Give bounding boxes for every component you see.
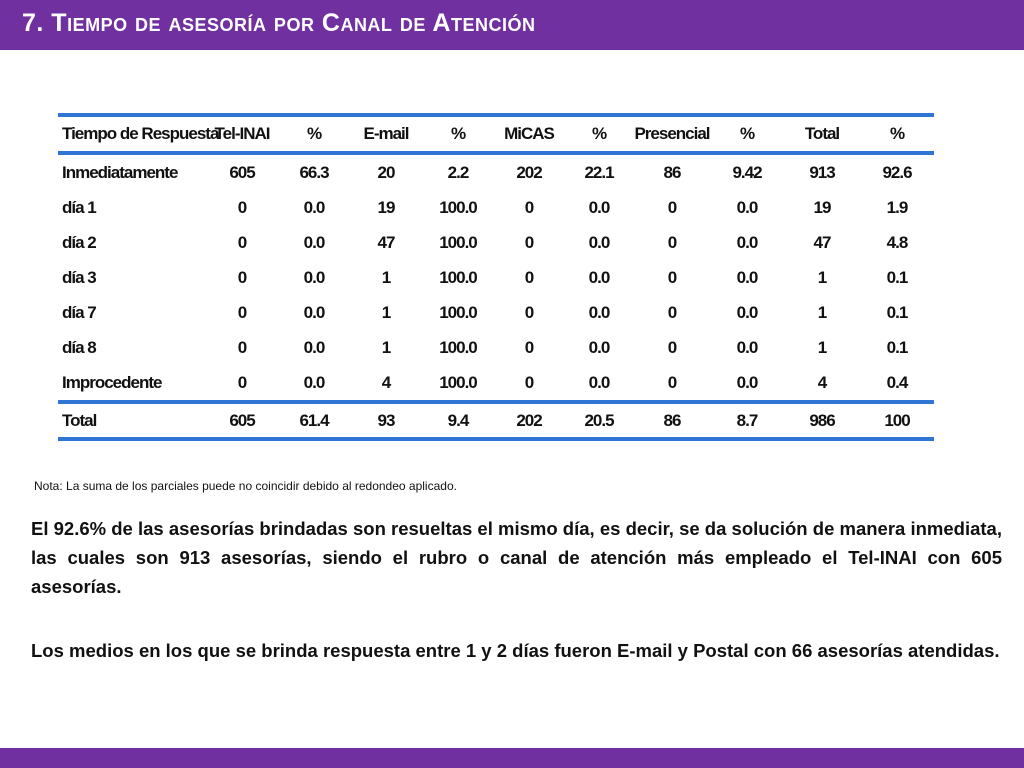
table-cell: 0 <box>524 372 534 392</box>
table-cell: 19 <box>377 197 395 217</box>
row-label-cell: día 7 <box>62 302 96 322</box>
table-cell: 0.0 <box>736 197 758 217</box>
table-cell: 0.4 <box>886 372 908 392</box>
header-cell: E-mail <box>350 115 422 153</box>
table-cell: 0.0 <box>303 302 325 322</box>
table-cell: 1 <box>817 267 827 287</box>
table-cell: 0.0 <box>303 372 325 392</box>
table-cell: 1 <box>817 302 827 322</box>
table-row <box>58 260 934 295</box>
slide-title: 7. Tiempo de asesoría por Canal de Atención <box>22 9 536 37</box>
table-cell: 0.0 <box>303 197 325 217</box>
table-cell: 0.0 <box>588 197 610 217</box>
table-cell: 0.0 <box>736 232 758 252</box>
table-cell: 0.0 <box>736 337 758 357</box>
table-cell: 0 <box>524 302 534 322</box>
table-cell: 0.0 <box>588 337 610 357</box>
header-cell: % <box>860 115 934 153</box>
table-cell: 66.3 <box>299 162 329 182</box>
table-cell: 1 <box>817 337 827 357</box>
row-label-cell: Inmediatamente <box>62 162 178 182</box>
table-cell: 100.0 <box>439 302 477 322</box>
table-cell: 0.0 <box>303 232 325 252</box>
table-cell: 0.0 <box>736 267 758 287</box>
table-row <box>58 190 934 225</box>
table-cell: 0.1 <box>886 337 908 357</box>
table-cell: 4.8 <box>886 232 908 252</box>
table-cell: 22.1 <box>584 162 614 182</box>
summary-paragraph-1: El 92.6% de las asesorías brindadas son resueltas el mismo día, es decir, se da solución de manera inmediata, las cuales son 913 asesorías, siendo el rubro o canal de atención más empleado el Tel-INAI con 605 asesorías. <box>31 518 1002 597</box>
table-cell: 100.0 <box>439 372 477 392</box>
total-cell: 202 <box>494 402 564 439</box>
table-cell: 1 <box>381 267 391 287</box>
table-cell: 86 <box>663 162 681 182</box>
table-cell: 47 <box>813 232 831 252</box>
table-cell: 0.0 <box>588 302 610 322</box>
table-cell: 0.1 <box>886 302 908 322</box>
header-cell: Tiempo de Respuesta <box>58 115 206 153</box>
total-cell: 61.4 <box>278 402 350 439</box>
header-cell: Presencial <box>634 115 710 153</box>
row-label-cell: día 1 <box>62 197 96 217</box>
table-cell: 0.0 <box>303 267 325 287</box>
table-cell: 0 <box>667 372 677 392</box>
table-row <box>58 153 934 190</box>
row-label-cell: día 8 <box>62 337 96 357</box>
table-total-row <box>58 402 934 439</box>
table-cell: 0 <box>237 302 247 322</box>
table-cell: 0 <box>667 232 677 252</box>
table-cell: 0.0 <box>588 372 610 392</box>
table-cell: 0.0 <box>736 302 758 322</box>
table-cell: 0 <box>237 197 247 217</box>
table-cell: 1 <box>381 302 391 322</box>
header-cell: % <box>278 115 350 153</box>
table-cell: 0 <box>667 197 677 217</box>
total-cell: 8.7 <box>710 402 784 439</box>
title-bar <box>0 0 1024 50</box>
table-cell: 0.0 <box>588 232 610 252</box>
footnote: Nota: La suma de los parciales puede no coincidir debido al redondeo aplicado. <box>34 479 457 493</box>
header-cell: MiCAS <box>494 115 564 153</box>
table-cell: 19 <box>813 197 831 217</box>
row-label-cell: día 3 <box>62 267 96 287</box>
header-cell: Total <box>784 115 860 153</box>
table-cell: 100.0 <box>439 337 477 357</box>
total-cell: 986 <box>784 402 860 439</box>
summary-paragraph-2: Los medios en los que se brinda respuesta entre 1 y 2 días fueron E-mail y Postal con 66 asesorías atendidas. <box>31 640 1000 661</box>
table-cell: 0 <box>667 337 677 357</box>
table-cell: 20 <box>377 162 395 182</box>
table-cell: 0 <box>237 372 247 392</box>
table-cell: 0.0 <box>588 267 610 287</box>
table-cell: 0 <box>237 232 247 252</box>
total-cell: 100 <box>860 402 934 439</box>
table-row <box>58 295 934 330</box>
table-cell: 913 <box>809 162 835 182</box>
table-cell: 100.0 <box>439 267 477 287</box>
total-cell: Total <box>58 402 206 439</box>
total-cell: 605 <box>206 402 278 439</box>
table-cell: 47 <box>377 232 395 252</box>
table-row <box>58 225 934 260</box>
total-cell: 93 <box>350 402 422 439</box>
table-cell: 0 <box>667 302 677 322</box>
header-cell: % <box>422 115 494 153</box>
table-cell: 1 <box>381 337 391 357</box>
table-cell: 1.9 <box>886 197 908 217</box>
table-cell: 9.42 <box>732 162 762 182</box>
total-cell: 9.4 <box>422 402 494 439</box>
table-cell: 2.2 <box>447 162 469 182</box>
table-cell: 92.6 <box>882 162 912 182</box>
table-cell: 100.0 <box>439 197 477 217</box>
table-cell: 0 <box>237 267 247 287</box>
table-cell: 4 <box>381 372 391 392</box>
table-row <box>58 330 934 365</box>
response-time-table-container <box>58 113 934 441</box>
table-cell: 0 <box>524 197 534 217</box>
header-cell: Tel-INAI <box>206 115 278 153</box>
response-time-table <box>58 113 934 441</box>
row-label-cell: día 2 <box>62 232 96 252</box>
row-label-cell: Improcedente <box>62 372 162 392</box>
table-cell: 0 <box>524 337 534 357</box>
table-cell: 0 <box>524 267 534 287</box>
table-cell: 0.0 <box>303 337 325 357</box>
table-cell: 605 <box>229 162 255 182</box>
table-cell: 0 <box>237 337 247 357</box>
header-cell: % <box>564 115 634 153</box>
footer-bar <box>0 748 1024 768</box>
table-body <box>58 153 934 402</box>
total-cell: 20.5 <box>564 402 634 439</box>
table-cell: 0 <box>667 267 677 287</box>
table-header-row <box>58 115 934 153</box>
total-cell: 86 <box>634 402 710 439</box>
table-cell: 202 <box>516 162 542 182</box>
table-cell: 100.0 <box>439 232 477 252</box>
header-cell: % <box>710 115 784 153</box>
table-row <box>58 365 934 402</box>
table-cell: 4 <box>817 372 827 392</box>
table-cell: 0.1 <box>886 267 908 287</box>
table-cell: 0.0 <box>736 372 758 392</box>
table-cell: 0 <box>524 232 534 252</box>
